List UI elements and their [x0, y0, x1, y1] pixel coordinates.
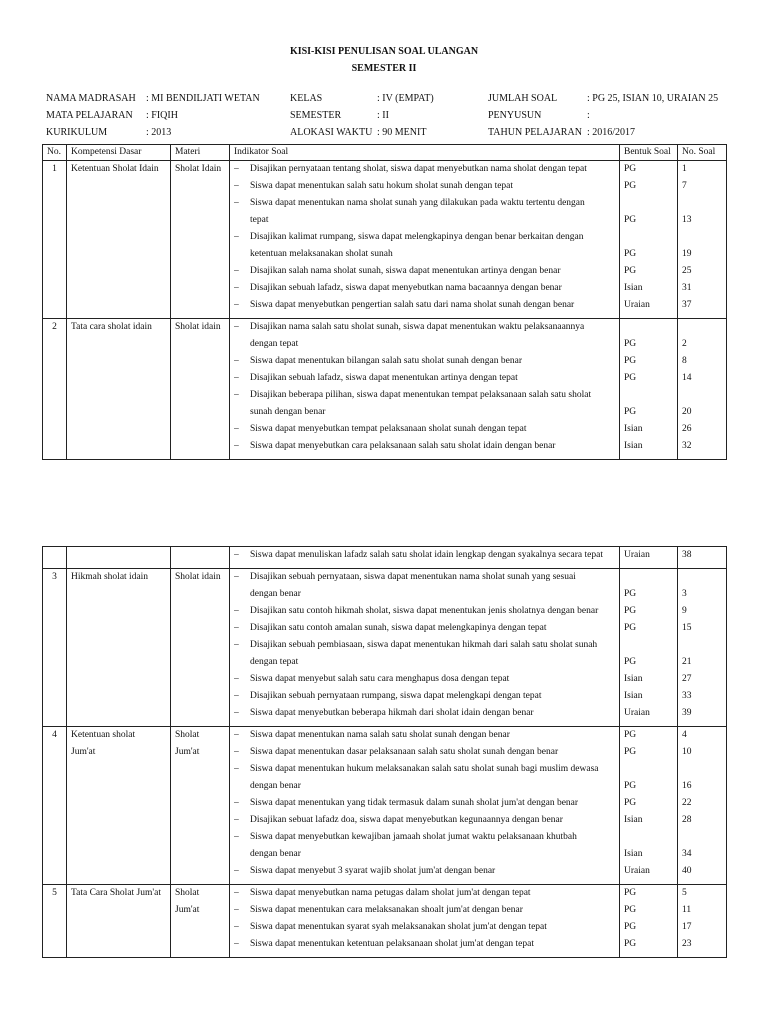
cell-bentuk-soal — [620, 727, 678, 885]
table-row — [43, 547, 727, 569]
indikator-line — [234, 229, 615, 246]
indikator-text: Siswa dapat menuliskan lafadz salah satu sholat idain lengkap dengan syakalnya secara tepat — [250, 550, 603, 560]
spacer — [682, 761, 722, 778]
spacer — [682, 637, 722, 654]
indikator-text: Siswa dapat menentukan nama salah satu sholat sunah dengan benar — [250, 730, 510, 740]
dash-bullet: – — [234, 815, 239, 825]
cell-indikator-soal — [230, 319, 620, 460]
table-row — [43, 161, 727, 319]
cell-bentuk-soal — [620, 319, 678, 460]
cell-no — [43, 547, 67, 569]
indikator-text: Siswa dapat menyebutkan beberapa hikmah dari sholat idain dengan benar — [250, 708, 534, 718]
indikator-text: Disajikan kalimat rumpang, siswa dapat melengkapinya dengan benar berkaitan dengan — [250, 232, 584, 242]
alokasi-waktu-value: : 90 MENIT — [377, 127, 427, 138]
dash-bullet: – — [234, 266, 239, 276]
cell-gap — [234, 722, 615, 726]
table-row — [43, 319, 727, 460]
no-soal-text: 4 — [682, 730, 687, 740]
row-number: 3 — [52, 572, 57, 582]
row-number — [47, 547, 62, 564]
no-soal-text: 7 — [682, 181, 687, 191]
no-soal-text: 25 — [682, 266, 692, 276]
cell-kompetensi-dasar — [67, 569, 171, 727]
bentuk-soal-text: Isian — [624, 691, 643, 701]
dash-bullet: – — [234, 390, 239, 400]
no-soal-text: 13 — [682, 215, 692, 225]
cell-materi — [171, 569, 230, 727]
no-soal-text: 33 — [682, 691, 692, 701]
cell-no-soal — [678, 569, 727, 727]
indikator-line — [234, 569, 615, 586]
spacer — [624, 195, 673, 212]
spacer — [682, 829, 722, 846]
no-soal-text: 21 — [682, 657, 692, 667]
kompetensi-dasar-text: Ketentuan sholat — [71, 730, 136, 740]
kisi-table-page-1 — [42, 144, 727, 460]
cell-no-soal — [678, 547, 727, 569]
cell-kompetensi-dasar — [67, 319, 171, 460]
indikator-line — [234, 212, 615, 229]
indikator-line — [234, 727, 615, 744]
kelas-value: : IV (EMPAT) — [377, 93, 434, 104]
kompetensi-dasar-text: Hikmah sholat idain — [71, 572, 149, 582]
indikator-text: dengan benar — [250, 849, 301, 859]
cell-no — [43, 727, 67, 885]
semester-value: : II — [377, 110, 389, 121]
materi-text: Jum'at — [175, 747, 200, 757]
cell-gap — [234, 953, 615, 957]
bentuk-soal-text: PG — [624, 781, 637, 791]
no-soal-text: 34 — [682, 849, 692, 859]
no-soal-text: 38 — [682, 550, 692, 560]
cell-materi — [171, 547, 230, 569]
indikator-text: Disajikan sebuat lafadz doa, siswa dapat menyebutkan kegunaannya dengan benar — [250, 815, 563, 825]
indikator-text: Disajikan sebuah pembiasaan, siswa dapat menentukan hikmah dari salah satu sholat sunah — [250, 640, 598, 650]
indikator-line — [234, 744, 615, 761]
row-number: 1 — [52, 164, 57, 174]
bentuk-soal-text: Uraian — [624, 550, 650, 560]
header-no: No. — [43, 145, 67, 161]
indikator-line — [234, 421, 615, 438]
no-soal-text: 31 — [682, 283, 692, 293]
no-soal-text: 40 — [682, 866, 692, 876]
alokasi-waktu-label: ALOKASI WAKTU — [290, 127, 373, 138]
row-number: 5 — [52, 888, 57, 898]
indikator-line — [234, 846, 615, 863]
row-number: 4 — [52, 730, 57, 740]
dash-bullet: – — [234, 691, 239, 701]
cell-no-soal — [678, 885, 727, 958]
indikator-text: Siswa dapat menentukan bilangan salah satu sholat sunah dengan benar — [250, 356, 522, 366]
cell-no — [43, 885, 67, 958]
spacer — [624, 319, 673, 336]
indikator-line — [234, 671, 615, 688]
dash-bullet: – — [234, 322, 239, 332]
spacer — [624, 637, 673, 654]
no-soal-text: 32 — [682, 441, 692, 451]
indikator-text: Siswa dapat menentukan ketentuan pelaksanaan sholat jum'at dengan tepat — [250, 939, 534, 949]
indikator-text: Disajikan pernyataan tentang sholat, siswa dapat menyebutkan nama sholat dengan tepat — [250, 164, 587, 174]
indikator-text: dengan benar — [250, 781, 301, 791]
cell-bentuk-soal — [620, 161, 678, 319]
dash-bullet: – — [234, 640, 239, 650]
table-body — [43, 161, 727, 460]
kompetensi-dasar-text: Tata cara sholat idain — [71, 322, 152, 332]
table-row — [43, 569, 727, 727]
indikator-text: Siswa dapat menyebutkan cara pelaksanaan salah satu sholat idain dengan benar — [250, 441, 556, 451]
bentuk-soal-text: PG — [624, 888, 637, 898]
cell-no-soal — [678, 319, 727, 460]
no-soal-text: 2 — [682, 339, 687, 349]
dash-bullet: – — [234, 905, 239, 915]
spacer — [624, 229, 673, 246]
indikator-line — [234, 404, 615, 421]
table-header-row — [43, 145, 727, 161]
indikator-line — [234, 654, 615, 671]
indikator-line — [234, 688, 615, 705]
spacer — [624, 569, 673, 586]
header-indikator-soal: Indikator Soal — [230, 145, 620, 161]
dash-bullet: – — [234, 198, 239, 208]
indikator-text: dengan tepat — [250, 657, 299, 667]
dash-bullet: – — [234, 798, 239, 808]
indikator-text: Disajikan salah nama sholat sunah, siswa dapat menentukan artinya dengan benar — [250, 266, 561, 276]
kompetensi-dasar-text: Ketentuan Sholat Idain — [71, 164, 159, 174]
indikator-text: Disajikan satu contoh amalan sunah, siswa dapat melengkapinya dengan tepat — [250, 623, 547, 633]
bentuk-soal-text: PG — [624, 266, 637, 276]
no-soal-text: 22 — [682, 798, 692, 808]
indikator-line — [234, 370, 615, 387]
indikator-line — [234, 195, 615, 212]
indikator-line — [234, 795, 615, 812]
bentuk-soal-text: PG — [624, 747, 637, 757]
no-soal-text: 19 — [682, 249, 692, 259]
cell-no-soal — [678, 161, 727, 319]
table-row — [43, 727, 727, 885]
cell-gap — [234, 564, 615, 568]
no-soal-text: 16 — [682, 781, 692, 791]
bentuk-soal-text: PG — [624, 798, 637, 808]
cell-materi — [171, 885, 230, 958]
bentuk-soal-text: Isian — [624, 283, 643, 293]
dash-bullet: – — [234, 232, 239, 242]
document-subtitle: SEMESTER II — [351, 63, 417, 74]
spacer — [682, 319, 722, 336]
dash-bullet: – — [234, 866, 239, 876]
dash-bullet: – — [234, 730, 239, 740]
bentuk-soal-text: Isian — [624, 849, 643, 859]
indikator-line — [234, 246, 615, 263]
materi-text: Sholat idain — [175, 322, 221, 332]
indikator-text: Siswa dapat menentukan yang tidak termasuk dalam sunah sholat jum'at dengan benar — [250, 798, 579, 808]
indikator-text: Disajikan beberapa pilihan, siswa dapat menentukan tempat pelaksanaan salah satu sholat — [250, 390, 592, 400]
cell-indikator-soal — [230, 885, 620, 958]
no-soal-text: 15 — [682, 623, 692, 633]
mata-pelajaran-label: MATA PELAJARAN — [46, 110, 133, 121]
indikator-line — [234, 161, 615, 178]
spacer — [624, 387, 673, 404]
bentuk-soal-text: PG — [624, 181, 637, 191]
kelas-label: KELAS — [290, 93, 323, 104]
bentuk-soal-text: Uraian — [624, 708, 650, 718]
indikator-line — [234, 319, 615, 336]
dash-bullet: – — [234, 181, 239, 191]
cell-materi — [171, 161, 230, 319]
bentuk-soal-text: Isian — [624, 441, 643, 451]
indikator-text: Siswa dapat menyebutkan kewajiban jamaah sholat jumat waktu pelaksanaan khutbah — [250, 832, 577, 842]
no-soal-text: 8 — [682, 356, 687, 366]
indikator-line — [234, 885, 615, 902]
indikator-text: ketentuan melaksanakan sholat sunah — [250, 249, 393, 259]
indikator-text: Disajikan satu contoh hikmah sholat, siswa dapat menentukan jenis sholatnya dengan benar — [250, 606, 599, 616]
indikator-line — [234, 438, 615, 455]
spacer — [682, 569, 722, 586]
indikator-text: Siswa dapat menentukan syarat syah melaksanakan sholat jum'at dengan tepat — [250, 922, 547, 932]
cell-indikator-soal — [230, 161, 620, 319]
no-soal-text: 17 — [682, 922, 692, 932]
cell-no — [43, 569, 67, 727]
cell-gap — [234, 314, 615, 318]
indikator-line — [234, 280, 615, 297]
indikator-text: Siswa dapat menentukan salah satu hokum sholat sunah dengan tepat — [250, 181, 514, 191]
indikator-line — [234, 353, 615, 370]
dash-bullet: – — [234, 550, 239, 560]
bentuk-soal-text: Uraian — [624, 300, 650, 310]
indikator-text: Siswa dapat menyebut 3 syarat wajib sholat jum'at dengan benar — [250, 866, 496, 876]
indikator-text: Disajikan sebuah pernyataan, siswa dapat menentukan nama sholat sunah yang sesuai — [250, 572, 576, 582]
no-soal-text: 20 — [682, 407, 692, 417]
bentuk-soal-text: PG — [624, 356, 637, 366]
dash-bullet: – — [234, 708, 239, 718]
indikator-line — [234, 263, 615, 280]
kompetensi-dasar-text: Jum'at — [71, 747, 96, 757]
no-soal-text: 26 — [682, 424, 692, 434]
bentuk-soal-text: Uraian — [624, 866, 650, 876]
dash-bullet: – — [234, 623, 239, 633]
cell-materi — [171, 319, 230, 460]
bentuk-soal-text: PG — [624, 215, 637, 225]
materi-text: Sholat Idain — [175, 164, 222, 174]
indikator-text: dengan benar — [250, 589, 301, 599]
dash-bullet: – — [234, 674, 239, 684]
no-soal-text: 28 — [682, 815, 692, 825]
indikator-text: Disajikan sebuah pernyataan rumpang, siswa dapat melengkapi dengan tepat — [250, 691, 542, 701]
bentuk-soal-text: PG — [624, 905, 637, 915]
penyusun-value: : — [587, 110, 590, 121]
semester-label: SEMESTER — [290, 110, 342, 121]
bentuk-soal-text: PG — [624, 249, 637, 259]
no-soal-text: 14 — [682, 373, 692, 383]
spacer — [682, 195, 722, 212]
cell-kompetensi-dasar — [67, 727, 171, 885]
row-number: 2 — [52, 322, 57, 332]
cell-gap — [234, 455, 615, 459]
cell-indikator-soal — [230, 547, 620, 569]
jumlah-soal-label: JUMLAH SOAL — [488, 93, 558, 104]
cell-kompetensi-dasar — [67, 161, 171, 319]
cell-kompetensi-dasar — [67, 547, 171, 569]
dash-bullet: – — [234, 441, 239, 451]
indikator-line — [234, 178, 615, 195]
no-soal-text: 27 — [682, 674, 692, 684]
materi-text: Sholat — [175, 888, 200, 898]
bentuk-soal-text: PG — [624, 589, 637, 599]
indikator-line — [234, 387, 615, 404]
cell-bentuk-soal — [620, 547, 678, 569]
bentuk-soal-text: Isian — [624, 674, 643, 684]
materi-text: Sholat — [175, 730, 200, 740]
no-soal-text: 10 — [682, 747, 692, 757]
cell-gap — [234, 880, 615, 884]
bentuk-soal-text: PG — [624, 606, 637, 616]
indikator-text: sunah dengan benar — [250, 407, 326, 417]
kompetensi-dasar-text: Tata Cara Sholat Jum'at — [71, 888, 161, 898]
no-soal-text: 39 — [682, 708, 692, 718]
dash-bullet: – — [234, 832, 239, 842]
header-bentuk-soal: Bentuk Soal — [620, 145, 678, 161]
indikator-line — [234, 812, 615, 829]
dash-bullet: – — [234, 572, 239, 582]
indikator-line — [234, 297, 615, 314]
bentuk-soal-text: PG — [624, 730, 637, 740]
header-no-soal: No. Soal — [678, 145, 727, 161]
indikator-line — [234, 603, 615, 620]
dash-bullet: – — [234, 300, 239, 310]
no-soal-text: 1 — [682, 164, 687, 174]
no-soal-text: 23 — [682, 939, 692, 949]
mata-pelajaran-value: : FIQIH — [146, 110, 178, 121]
indikator-text: Disajikan nama salah satu sholat sunah, siswa dapat menentukan waktu pelaksanaannya — [250, 322, 585, 332]
spacer — [682, 229, 722, 246]
indikator-line — [234, 936, 615, 953]
indikator-line — [234, 637, 615, 654]
cell-no — [43, 319, 67, 460]
header-materi: Materi — [171, 145, 230, 161]
dash-bullet: – — [234, 373, 239, 383]
bentuk-soal-text: PG — [624, 623, 637, 633]
no-soal-text: 3 — [682, 589, 687, 599]
tahun-pelajaran-label: TAHUN PELAJARAN — [488, 127, 582, 138]
cell-bentuk-soal — [620, 569, 678, 727]
cell-indikator-soal — [230, 569, 620, 727]
cell-kompetensi-dasar — [67, 885, 171, 958]
cell-no — [43, 161, 67, 319]
bentuk-soal-text: PG — [624, 339, 637, 349]
bentuk-soal-text: PG — [624, 373, 637, 383]
bentuk-soal-text: PG — [624, 939, 637, 949]
nama-madrasah-label: NAMA MADRASAH — [46, 93, 136, 104]
no-soal-text: 9 — [682, 606, 687, 616]
indikator-line — [234, 778, 615, 795]
document-title: KISI-KISI PENULISAN SOAL ULANGAN — [289, 46, 479, 57]
indikator-text: Disajikan sebuah lafadz, siswa dapat menyebutkan nama bacaannya dengan benar — [250, 283, 562, 293]
materi-text: Sholat idain — [175, 572, 221, 582]
dash-bullet: – — [234, 922, 239, 932]
jumlah-soal-value: : PG 25, ISIAN 10, URAIAN 25 — [587, 93, 719, 104]
indikator-line — [234, 863, 615, 880]
indikator-line — [234, 829, 615, 846]
dash-bullet: – — [234, 606, 239, 616]
indikator-line — [234, 336, 615, 353]
kisi-table-page-2 — [42, 546, 727, 958]
table-row — [43, 885, 727, 958]
no-soal-text: 5 — [682, 888, 687, 898]
cell-materi — [171, 727, 230, 885]
indikator-line — [234, 919, 615, 936]
no-soal-text: 11 — [682, 905, 692, 915]
dash-bullet: – — [234, 424, 239, 434]
dash-bullet: – — [234, 356, 239, 366]
cell-bentuk-soal — [620, 885, 678, 958]
indikator-line — [234, 705, 615, 722]
indikator-line — [234, 620, 615, 637]
indikator-text: Siswa dapat menentukan cara melaksanakan shoalt jum'at dengan benar — [250, 905, 523, 915]
materi-text: Jum'at — [175, 905, 200, 915]
indikator-text: Siswa dapat menyebutkan tempat pelaksanaan sholat sunah dengan tepat — [250, 424, 527, 434]
bentuk-soal-text: PG — [624, 922, 637, 932]
penyusun-label: PENYUSUN — [488, 110, 542, 121]
spacer — [682, 387, 722, 404]
cell-no-soal — [678, 727, 727, 885]
bentuk-soal-text: Isian — [624, 815, 643, 825]
nama-madrasah-value: : MI BENDILJATI WETAN — [146, 93, 260, 104]
kurikulum-label: KURIKULUM — [46, 127, 108, 138]
bentuk-soal-text: PG — [624, 164, 637, 174]
dash-bullet: – — [234, 939, 239, 949]
spacer — [624, 761, 673, 778]
indikator-text: Disajikan sebuah lafadz, siswa dapat menentukan artinya dengan tepat — [250, 373, 518, 383]
kurikulum-value: : 2013 — [146, 127, 172, 138]
indikator-text: Siswa dapat menyebut salah satu cara menghapus dosa dengan tepat — [250, 674, 510, 684]
tahun-pelajaran-value: : 2016/2017 — [587, 127, 636, 138]
indikator-text: Siswa dapat menentukan dasar pelaksanaan salah satu sholat sunah dengan benar — [250, 747, 559, 757]
indikator-line — [234, 761, 615, 778]
table-body — [43, 547, 727, 958]
indikator-text: Siswa dapat menyebutkan pengertian salah satu dari nama sholat sunah dengan benar — [250, 300, 575, 310]
indikator-text: Siswa dapat menentukan nama sholat sunah yang dilakukan pada waktu tertentu dengan — [250, 198, 585, 208]
indikator-line — [234, 586, 615, 603]
spacer — [624, 829, 673, 846]
indikator-line — [234, 547, 615, 564]
indikator-line — [234, 902, 615, 919]
dash-bullet: – — [234, 888, 239, 898]
bentuk-soal-text: PG — [624, 407, 637, 417]
dash-bullet: – — [234, 747, 239, 757]
bentuk-soal-text: Isian — [624, 424, 643, 434]
dash-bullet: – — [234, 164, 239, 174]
header-kompetensi-dasar: Kompetensi Dasar — [67, 145, 171, 161]
no-soal-text: 37 — [682, 300, 692, 310]
cell-indikator-soal — [230, 727, 620, 885]
bentuk-soal-text: PG — [624, 657, 637, 667]
indikator-text: dengan tepat — [250, 339, 299, 349]
dash-bullet: – — [234, 764, 239, 774]
indikator-text: Siswa dapat menentukan hukum melaksanakan salah satu sholat sunah bagi muslim dewasa — [250, 764, 599, 774]
dash-bullet: – — [234, 283, 239, 293]
indikator-text: Siswa dapat menyebutkan nama petugas dalam sholat jum'at dengan tepat — [250, 888, 531, 898]
indikator-text: tepat — [250, 215, 269, 225]
